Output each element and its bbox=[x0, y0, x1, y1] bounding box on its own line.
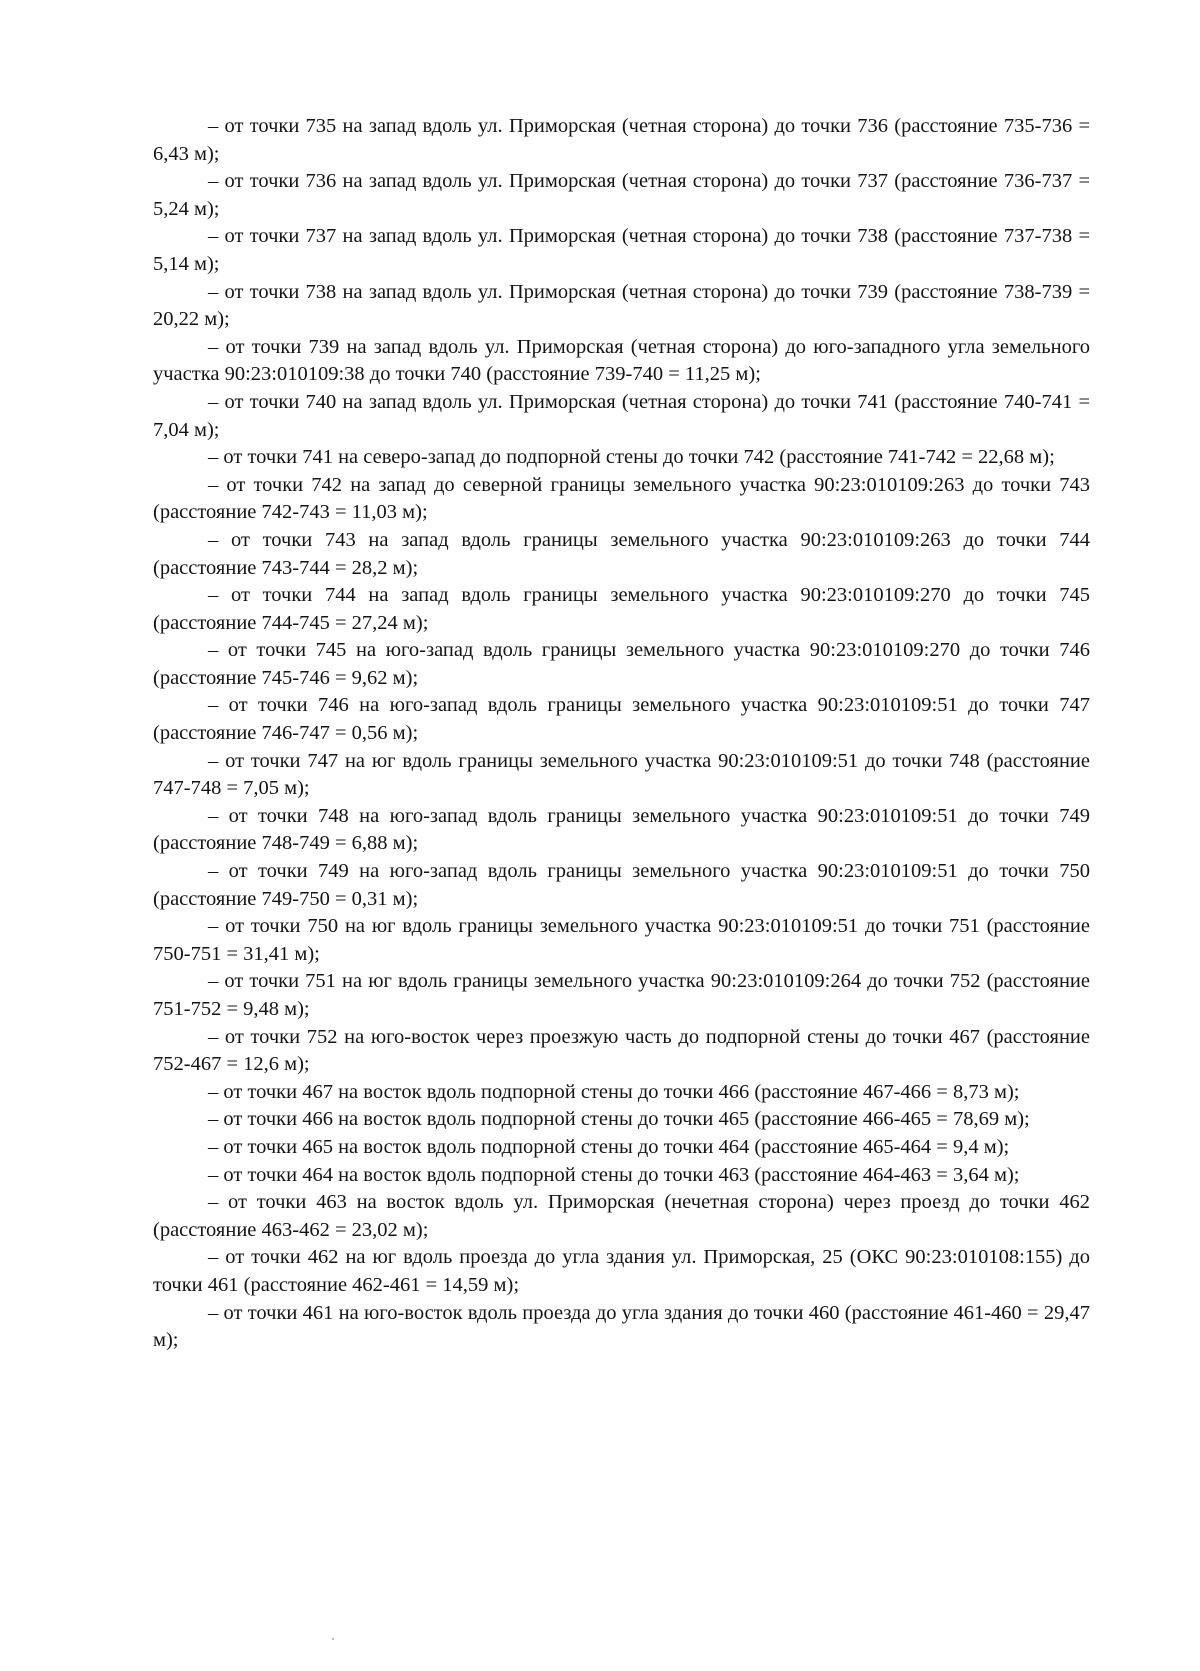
boundary-segment-745-746: – от точки 745 на юго-запад вдоль границы земельного участка 90:23:010109:270 до точки 746 (расстояние 745-746 = 9,62 м); bbox=[153, 639, 1090, 689]
boundary-segment-736-737: – от точки 736 на запад вдоль ул. Приморская (четная сторона) до точки 737 (расстояние 736-737 = 5,24 м); bbox=[153, 170, 1090, 220]
boundary-segment-738-739: – от точки 738 на запад вдоль ул. Приморская (четная сторона) до точки 739 (расстояние 738-739 = 20,22 м); bbox=[153, 280, 1090, 331]
boundary-segment-466-465: – от точки 466 на восток вдоль подпорной стены до точки 465 (расстояние 466-465 = 78,69 м); bbox=[208, 1108, 1030, 1131]
boundary-segment-467-466: – от точки 467 на восток вдоль подпорной стены до точки 466 (расстояние 467-466 = 8,73 м); bbox=[208, 1080, 1020, 1103]
boundary-segment-463-462: – от точки 463 на восток вдоль ул. Приморская (нечетная сторона) через проезд до точки 462 (расстояние 463-462 = 23,02 м); bbox=[153, 1191, 1090, 1241]
boundary-segment-747-748: – от точки 747 на юг вдоль границы земельного участка 90:23:010109:51 до точки 748 (расстояние 747-748 = 7,05 м); bbox=[153, 749, 1090, 800]
boundary-segment-464-463: – от точки 464 на восток вдоль подпорной стены до точки 463 (расстояние 464-463 = 3,64 м); bbox=[208, 1163, 1020, 1186]
boundary-segment-752-467: – от точки 752 на юго-восток через проезжую часть до подпорной стены до точки 467 (расстояние 752-467 = 12,6 м); bbox=[153, 1025, 1090, 1076]
boundary-segment-739-740: – от точки 739 на запад вдоль ул. Приморская (четная сторона) до юго-западного угла земельного участка 90:23:010109:38 до точки 740 (расстояние 739-740 = 11,25 м); bbox=[153, 335, 1090, 386]
boundary-segment-748-749: – от точки 748 на юго-запад вдоль границы земельного участка 90:23:010109:51 до точки 749 (расстояние 748-749 = 6,88 м); bbox=[153, 804, 1090, 855]
boundary-segment-750-751: – от точки 750 на юг вдоль границы земельного участка 90:23:010109:51 до точки 751 (расстояние 750-751 = 31,41 м); bbox=[153, 915, 1090, 965]
scan-artifact bbox=[332, 1638, 334, 1640]
boundary-segment-465-464: – от точки 465 на восток вдоль подпорной стены до точки 464 (расстояние 465-464 = 9,4 м); bbox=[208, 1135, 1010, 1158]
boundary-segment-737-738: – от точки 737 на запад вдоль ул. Приморская (четная сторона) до точки 738 (расстояние 737-738 = 5,14 м); bbox=[153, 225, 1090, 275]
boundary-segment-746-747: – от точки 746 на юго-запад вдоль границы земельного участка 90:23:010109:51 до точки 747 (расстояние 746-747 = 0,56 м); bbox=[153, 694, 1090, 745]
document-body bbox=[153, 113, 1090, 1355]
boundary-segment-744-745: – от точки 744 на запад вдоль границы земельного участка 90:23:010109:270 до точки 745 (расстояние 744-745 = 27,24 м); bbox=[153, 584, 1090, 634]
boundary-segment-462-461: – от точки 462 на юг вдоль проезда до угла здания ул. Приморская, 25 (ОКС 90:23:010108:155) до точки 461 (расстояние 462-461 = 14,59 м); bbox=[153, 1246, 1090, 1296]
boundary-segment-742-743: – от точки 742 на запад до северной границы земельного участка 90:23:010109:263 до точки 743 (расстояние 742-743 = 11,03 м); bbox=[153, 473, 1090, 524]
boundary-segment-743-744: – от точки 743 на запад вдоль границы земельного участка 90:23:010109:263 до точки 744 (расстояние 743-744 = 28,2 м); bbox=[153, 528, 1090, 579]
boundary-segment-751-752: – от точки 751 на юг вдоль границы земельного участка 90:23:010109:264 до точки 752 (расстояние 751-752 = 9,48 м); bbox=[153, 970, 1090, 1020]
boundary-segment-735-736: – от точки 735 на запад вдоль ул. Приморская (четная сторона) до точки 736 (расстояние 735-736 = 6,43 м); bbox=[153, 115, 1090, 165]
boundary-segment-461-460: – от точки 461 на юго-восток вдоль проезда до угла здания до точки 460 (расстояние 461-460 = 29,47 м); bbox=[153, 1301, 1090, 1352]
boundary-segment-740-741: – от точки 740 на запад вдоль ул. Приморская (четная сторона) до точки 741 (расстояние 740-741 = 7,04 м); bbox=[153, 390, 1090, 441]
boundary-segment-749-750: – от точки 749 на юго-запад вдоль границы земельного участка 90:23:010109:51 до точки 750 (расстояние 749-750 = 0,31 м); bbox=[153, 860, 1090, 910]
boundary-segment-741-742: – от точки 741 на северо-запад до подпорной стены до точки 742 (расстояние 741-742 = 22,68 м); bbox=[208, 446, 1055, 469]
